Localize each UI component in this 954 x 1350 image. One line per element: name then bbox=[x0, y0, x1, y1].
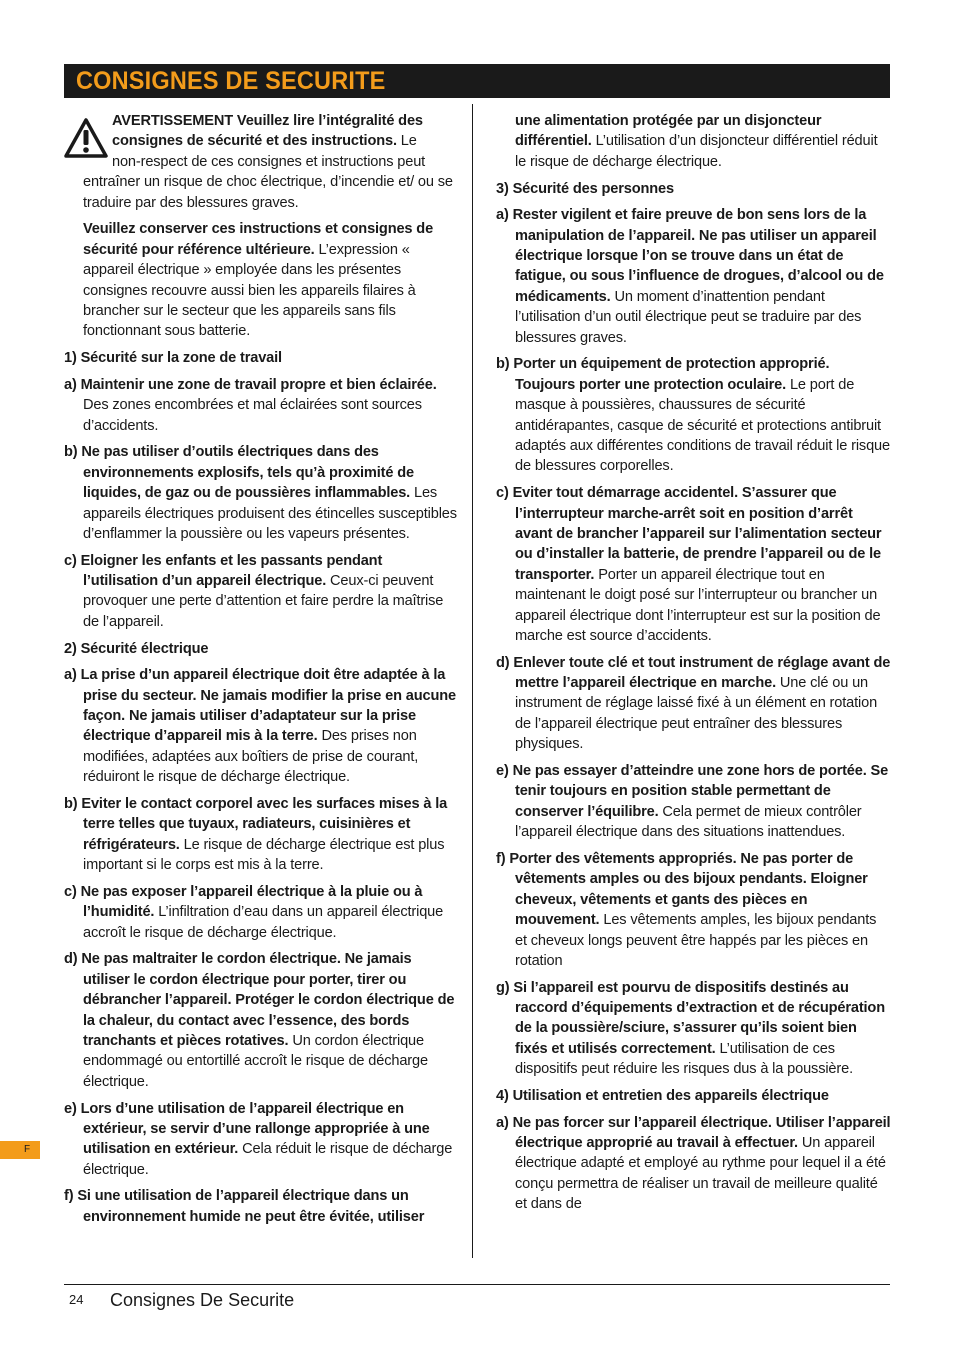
item-3d: d) Enlever toute clé et tout instrument de réglage avant de mettre l’appareil électrique en marche. Une clé ou un instrument de réglage laissé fixé à un élément en rotation de l’appareil électrique peut entraîner des blessures physiques. bbox=[496, 654, 891, 753]
footer-rule bbox=[64, 1284, 890, 1285]
item-2b: b) Eviter le contact corporel avec les surfaces mises à la terre telles que tuyaux, radiateurs, cuisinières et réfrigérateurs. Le risque de décharge électrique est plus important si le corps est mis à la terre. bbox=[64, 795, 448, 874]
right-column bbox=[496, 111, 891, 1221]
keep-instructions: Veuillez conserver ces instructions et consignes de sécurité pour référence ultérieure. L’expression « appareil électrique » employée dans les présentes consignes recouvre aussi bien les appareils filaires à brancher sur le secteur que les appareils sans fils fonctionnant sous batterie. bbox=[83, 221, 434, 340]
column-divider bbox=[472, 104, 473, 1258]
item-2e: e) Lors d’une utilisation de l’appareil électrique en extérieur, se servir d’une rallonge appropriée à une utilisation en extérieur. Cela réduit le risque de décharge électrique. bbox=[64, 1100, 453, 1178]
section-header-bar bbox=[64, 64, 890, 98]
item-3e: e) Ne pas essayer d’atteindre une zone hors de portée. Se tenir toujours en position stable permettant de conserver l’équilibre. Cela permet de mieux contrôler l’appareil électrique dans des situations inattendues. bbox=[496, 762, 889, 841]
item-3b: b) Porter un équipement de protection approprié. Toujours porter une protection oculaire. Le port de masque à poussières, chaussures de sécurité antidérapantes, casque de sécurité et protections antibruit adaptés aux différentes conditions de travail réduit le risque de blessures corporelles. bbox=[496, 356, 890, 475]
section-3-heading: 3) Sécurité des personnes bbox=[496, 180, 674, 197]
warning-text-head: AVERTISSEMENT Veuillez lire l’intégralité des consignes de sécurité et des instructions. Le non-respect de ces consignes et instructions peut bbox=[112, 113, 426, 170]
item-2a: a) La prise d’un appareil électrique doit être adaptée à la prise du secteur. Ne jamais modifier la prise en aucune façon. Ne jamais utiliser d’adaptateur sur la prise électrique d’appareil mis à la terre. Des prises non modifiées, adaptées aux boîtiers de prise de courant, réduiront le risque de décharge électrique. bbox=[64, 667, 456, 786]
item-2f: f) Si une utilisation de l’appareil électrique dans un environnement humide ne peut être évitée, utiliser bbox=[64, 1188, 425, 1225]
item-3a: a) Rester vigilent et faire preuve de bon sens lors de la manipulation de l’appareil. Ne pas utiliser un appareil électrique lorsque l’on se trouve dans un état de fatigue, ou sous l’influence de drogues, d’alcool ou de médicaments. Un moment d’inattention pendant l’utilisation d’un outil électrique peut se traduire par des blessures graves. bbox=[496, 207, 884, 346]
page-heading: CONSIGNES DE SECURITE bbox=[76, 67, 386, 95]
section-1-heading: 1) Sécurité sur la zone de travail bbox=[64, 350, 282, 367]
item-2c: c) Ne pas exposer l’appareil électrique à la pluie ou à l’humidité. L’infiltration d’eau dans un appareil électrique accroît le risque de décharge électrique. bbox=[64, 883, 444, 941]
item-3c: c) Eviter tout démarrage accidentel. S’assurer que l’interrupteur marche-arrêt soit en position d’arrêt avant de brancher l’appareil sur l’alimentation secteur ou d’installer la batterie, de prendre l’appareil ou de le transporter. Porter un appareil électrique tout en maintenant le doigt posé sur l’interrupteur ou brancher un appareil électrique dont l’interrupteur est sur la position de marche est source d’accidents. bbox=[496, 485, 882, 644]
item-1a: a) Maintenir une zone de travail propre et bien éclairée. Des zones encombrées et mal éclairées sont sources d’accidents. bbox=[64, 376, 437, 434]
section-4-heading: 4) Utilisation et entretien des appareils électrique bbox=[496, 1087, 829, 1104]
page-number: 24 bbox=[69, 1292, 84, 1307]
section-2-heading: 2) Sécurité électrique bbox=[64, 640, 209, 657]
item-2f-continued: une alimentation protégée par un disjoncteur différentiel. L’utilisation d’un disjoncteur différentiel réduit le risque de décharge électrique. bbox=[515, 113, 878, 170]
warning-triangle-icon bbox=[64, 118, 108, 158]
item-2d: d) Ne pas maltraiter le cordon électrique. Ne jamais utiliser le cordon électrique pour porter, tirer ou débrancher l’appareil. Protéger le cordon électrique de la chaleur, du contact avec l’essence, des bords tranchants et pièces rotatives. Un cordon électrique endommagé ou entortillé accroît le risque de décharge électrique. bbox=[64, 951, 455, 1090]
warning-text-rest: entraîner un risque de choc électrique, d’incendie et/ ou se traduire par des blessures graves. bbox=[83, 174, 453, 211]
item-1b: b) Ne pas utiliser d’outils électriques dans des environnements explosifs, tels qu’à proximité de liquides, de gaz ou de poussières inflammables. Les appareils électriques produisent des étincelles susceptibles d’enflammer la poussière ou les vapeurs présentes. bbox=[64, 444, 457, 542]
language-tab: F bbox=[0, 1141, 40, 1159]
item-3g: g) Si l’appareil est pourvu de dispositifs destinés au raccord d’équipements d’extraction et de récupération de la poussière/sciure, s’assurer qu’ils soient bien fixés et utilisés correctement. L’utilisation de ces dispositifs peut réduire les risques dus à la poussière. bbox=[496, 979, 885, 1078]
left-column bbox=[64, 111, 460, 1234]
item-3f: f) Porter des vêtements appropriés. Ne pas porter de vêtements amples ou des bijoux pendants. Eloigner cheveux, vêtements et gants des pièces en mouvement. Les vêtements amples, les bijoux pendants et cheveux longs peuvent être happés par les pièces en rotation bbox=[496, 850, 877, 969]
item-4a: a) Ne pas forcer sur l’appareil électrique. Utiliser l’appareil électrique approprié au travail à effectuer. Un appareil électrique adapté et employé au rythme pour lequel il a été conçu permettra de réaliser un travail de meilleure qualité et dans de bbox=[496, 1114, 891, 1213]
item-1c: c) Eloigner les enfants et les passants pendant l’utilisation d’un appareil électrique. Ceux-ci peuvent provoquer une perte d’attention et faire perdre la maîtrise de l’appareil. bbox=[64, 552, 444, 630]
warning-block bbox=[64, 111, 460, 213]
footer-title: Consignes De Securite bbox=[110, 1290, 295, 1310]
